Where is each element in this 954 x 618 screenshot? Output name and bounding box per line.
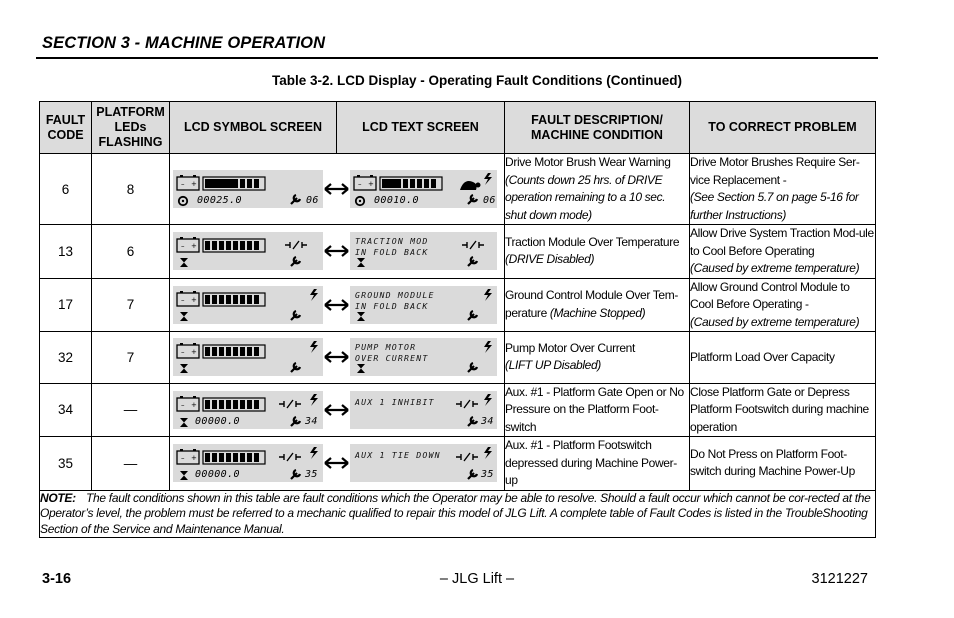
lcd-counter: 00025.0 bbox=[197, 195, 242, 206]
lcd-hours: 35 bbox=[305, 469, 318, 481]
col-fault-description: FAULT DESCRIPTION/ MACHINE CONDITION bbox=[505, 102, 690, 154]
table-title: Table 3-2. LCD Display - Operating Fault Conditions (Continued) bbox=[271, 73, 682, 88]
table-note bbox=[40, 490, 876, 538]
lcd-symbol-screen bbox=[173, 338, 323, 376]
fault-code: 32 bbox=[40, 332, 92, 384]
lcd-text-line2: IN FOLD BACK bbox=[355, 247, 429, 258]
lcd-text-screen bbox=[350, 232, 497, 270]
lcd-hours: 06 bbox=[306, 195, 319, 206]
fault-description: Drive Motor Brush Wear Warning (Counts down 25 hrs. of DRIVE operation remaining to a 10 sec. shut down mode) bbox=[505, 154, 690, 225]
fault-code: 35 bbox=[40, 437, 92, 491]
double-arrow-icon bbox=[323, 444, 350, 482]
lcd-symbol-screen bbox=[173, 391, 323, 429]
table-row bbox=[40, 154, 876, 225]
led-count: — bbox=[92, 383, 170, 437]
lcd-screens bbox=[170, 278, 505, 332]
table-row bbox=[40, 437, 876, 491]
lcd-text-line1: GROUND MODULE bbox=[355, 289, 435, 300]
lcd-text-screen bbox=[350, 444, 497, 482]
fault-description: Ground Control Module Over Tem-perature (Machine Stopped) bbox=[505, 278, 690, 332]
double-arrow-icon bbox=[323, 170, 350, 208]
lcd-hours: 34 bbox=[305, 415, 318, 427]
lcd-text-screen bbox=[350, 338, 497, 376]
fault-description: Traction Module Over Temperature (DRIVE Disabled) bbox=[505, 225, 690, 279]
correct-problem: Do Not Press on Platform Foot-switch during Machine Power-Up bbox=[690, 437, 876, 491]
document-number: 3121227 bbox=[811, 571, 868, 587]
table-row bbox=[40, 332, 876, 384]
correct-problem: Platform Load Over Capacity bbox=[690, 332, 876, 384]
lcd-screens bbox=[170, 332, 505, 384]
lcd-symbol-screen bbox=[173, 232, 323, 270]
section-title: SECTION 3 - MACHINE OPERATION bbox=[42, 34, 326, 52]
correct-problem: Allow Drive System Traction Mod-ule to Cool Before Operating (Caused by extreme temperature) bbox=[690, 225, 876, 279]
led-count: 6 bbox=[92, 225, 170, 279]
fault-description: Aux. #1 - Platform Footswitch depressed during Machine Power-up bbox=[505, 437, 690, 491]
lcd-text-screen bbox=[350, 170, 497, 208]
double-arrow-icon bbox=[323, 391, 350, 429]
lcd-symbol-screen bbox=[173, 170, 323, 208]
lcd-text-line1: AUX 1 INHIBIT bbox=[355, 396, 435, 407]
fault-description: Aux. #1 - Platform Gate Open or No Pressure on the Platform Foot-switch bbox=[505, 383, 690, 437]
lcd-screens bbox=[170, 225, 505, 279]
col-lcd-symbol: LCD SYMBOL SCREEN bbox=[170, 102, 337, 154]
double-arrow-icon bbox=[323, 286, 350, 324]
table-row bbox=[40, 383, 876, 437]
page-number: 3-16 bbox=[42, 571, 72, 587]
col-lcd-text: LCD TEXT SCREEN bbox=[337, 102, 505, 154]
led-count: — bbox=[92, 437, 170, 491]
lcd-text-line2: IN FOLD BACK bbox=[355, 300, 429, 311]
lcd-counter: 00010.0 bbox=[374, 195, 419, 206]
lcd-counter: 00000.0 bbox=[195, 415, 240, 427]
double-arrow-icon bbox=[323, 338, 350, 376]
header-rule bbox=[36, 57, 878, 59]
lcd-hours: 34 bbox=[481, 415, 494, 427]
led-count: 7 bbox=[92, 278, 170, 332]
col-correct-problem: TO CORRECT PROBLEM bbox=[690, 102, 876, 154]
lcd-screens bbox=[170, 154, 505, 225]
fault-code: 17 bbox=[40, 278, 92, 332]
table-row bbox=[40, 278, 876, 332]
lcd-text-line2: OVER CURRENT bbox=[355, 353, 429, 364]
lcd-text-line1: PUMP MOTOR bbox=[355, 342, 417, 353]
lcd-screens bbox=[170, 383, 505, 437]
note-row bbox=[40, 490, 876, 538]
fault-description: Pump Motor Over Current (LIFT UP Disabled) bbox=[505, 332, 690, 384]
correct-problem: Close Platform Gate or Depress Platform Footswitch during machine operation bbox=[690, 383, 876, 437]
col-platform-leds: PLATFORM LEDs FLASHING bbox=[92, 102, 170, 154]
fault-code: 34 bbox=[40, 383, 92, 437]
footer-brand: – JLG Lift – bbox=[439, 571, 515, 587]
fault-table bbox=[39, 101, 876, 538]
double-arrow-icon bbox=[323, 232, 350, 270]
lcd-text-line1: AUX 1 TIE DOWN bbox=[355, 450, 441, 461]
lcd-text-screen bbox=[350, 286, 497, 324]
fault-code: 13 bbox=[40, 225, 92, 279]
lcd-hours: 06 bbox=[483, 195, 496, 206]
lcd-hours: 35 bbox=[481, 469, 494, 481]
note-label: NOTE: bbox=[40, 490, 76, 505]
correct-problem: Allow Ground Control Module to Cool Before Operating - (Caused by extreme temperature) bbox=[690, 278, 876, 332]
led-count: 7 bbox=[92, 332, 170, 384]
lcd-text-screen bbox=[350, 391, 497, 429]
fault-code: 6 bbox=[40, 154, 92, 225]
lcd-symbol-screen bbox=[173, 286, 323, 324]
correct-problem: Drive Motor Brushes Require Ser-vice Replacement - (See Section 5.7 on page 5-16 for further Instructions) bbox=[690, 154, 876, 225]
lcd-symbol-screen bbox=[173, 444, 323, 482]
col-fault-code: FAULT CODE bbox=[40, 102, 92, 154]
lcd-screens bbox=[170, 437, 505, 491]
led-count: 8 bbox=[92, 154, 170, 225]
lcd-counter: 00000.0 bbox=[195, 469, 240, 481]
table-row bbox=[40, 225, 876, 279]
note-text: The fault conditions shown in this table are fault conditions which the Operator may be able to resolve. Should a fault occur which cannot be cor-rected at the Operator’s level, the problem must be referred to a mechanic qualified to repair this model of JLG Lift. A complete table of Fault Codes is listed in the TroubleShooting Section of the Service and Maintenance Manual. bbox=[40, 490, 871, 536]
lcd-text-line1: TRACTION MOD bbox=[355, 236, 429, 247]
